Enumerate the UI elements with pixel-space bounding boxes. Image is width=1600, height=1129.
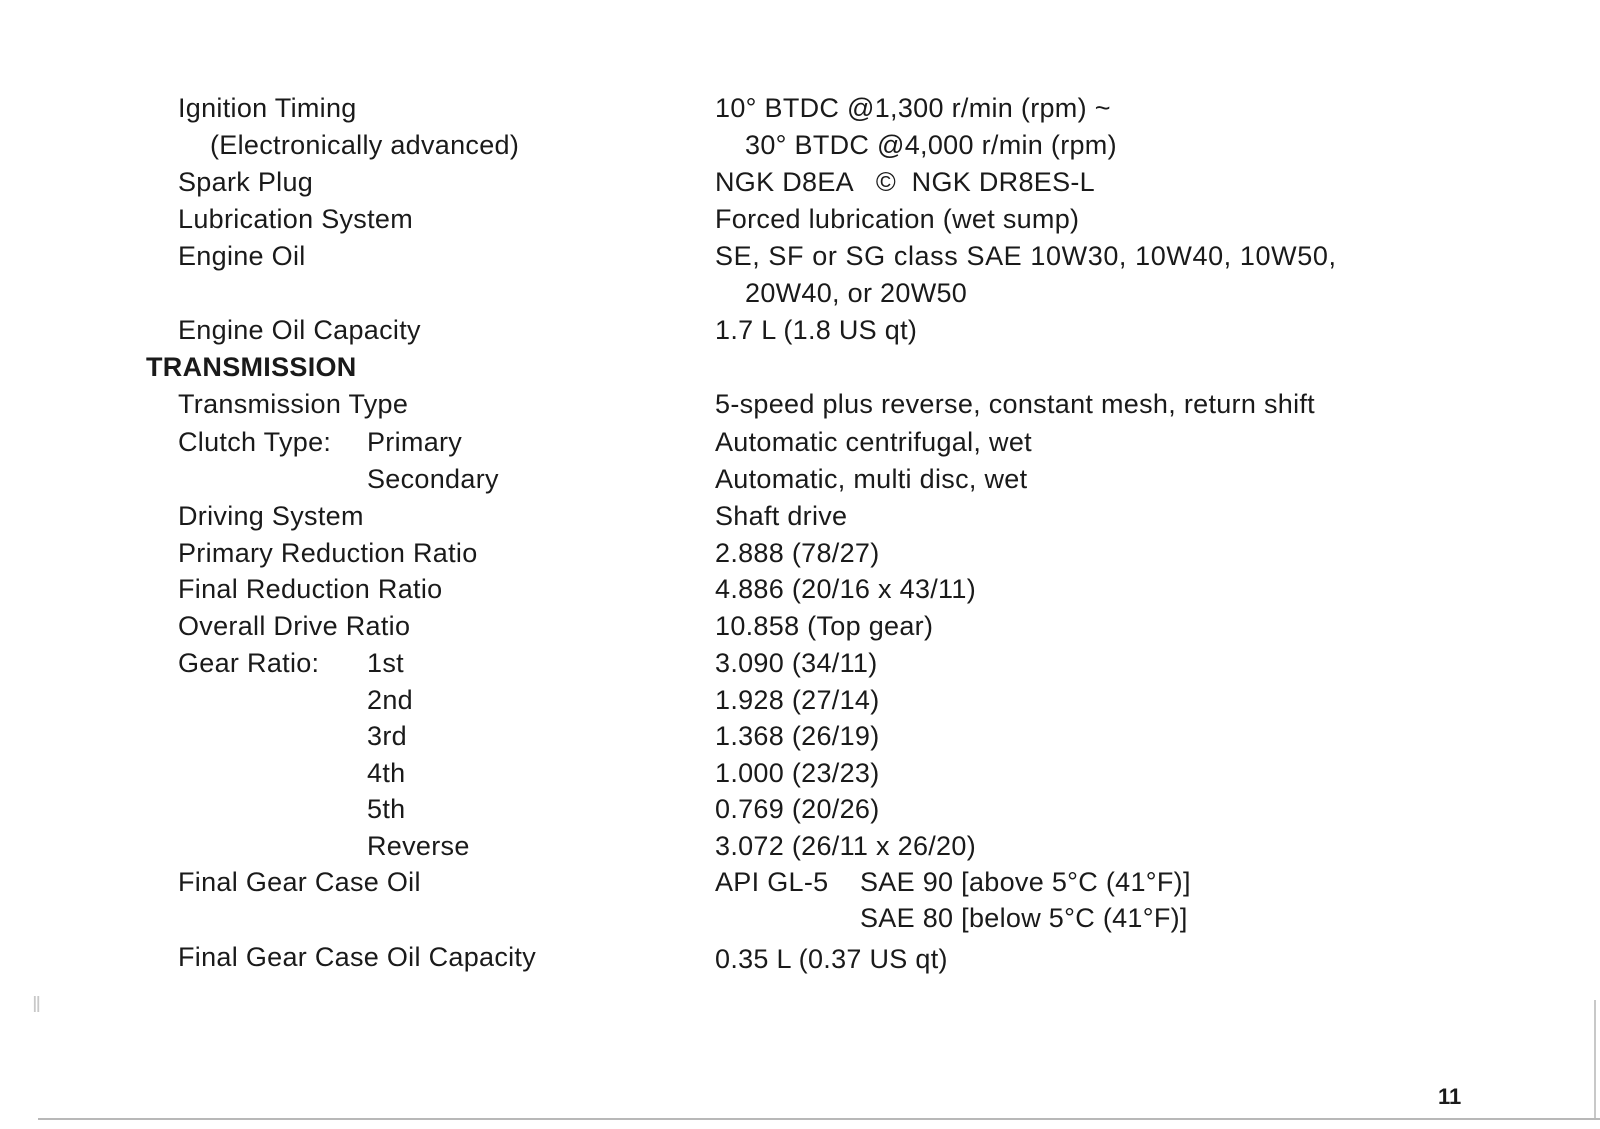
clutch-primary-sublabel: Primary [367, 427, 463, 457]
engine-oil-capacity-value: 1.7 L (1.8 US qt) [715, 315, 918, 345]
gear-3rd-sublabel: 3rd [367, 721, 407, 751]
overall-drive-value: 10.858 (Top gear) [715, 611, 934, 641]
final-reduction-value: 4.886 (20/16 x 43/11) [715, 574, 976, 604]
clutch-primary-value: Automatic centrifugal, wet [715, 427, 1032, 457]
page-edge-rule [1594, 1000, 1596, 1120]
gear-1st-sublabel: 1st [367, 648, 404, 678]
gear-2nd-value: 1.928 (27/14) [715, 685, 880, 715]
engine-oil-value: SE, SF or SG class SAE 10W30, 10W40, 10W50, [715, 241, 1337, 271]
lubrication-system-value: Forced lubrication (wet sump) [715, 204, 1080, 234]
clutch-type-label: Clutch Type: [178, 427, 332, 457]
gear-reverse-sublabel: Reverse [367, 831, 470, 861]
ignition-timing-sublabel: (Electronically advanced) [210, 130, 520, 160]
driving-system-value: Shaft drive [715, 501, 848, 531]
final-gear-oil-label: Final Gear Case Oil [178, 867, 421, 897]
gear-5th-value: 0.769 (20/26) [715, 794, 880, 824]
transmission-heading: TRANSMISSION [146, 352, 357, 382]
gear-4th-sublabel: 4th [367, 758, 406, 788]
final-reduction-label: Final Reduction Ratio [178, 574, 443, 604]
lubrication-system-label: Lubrication System [178, 204, 414, 234]
transmission-type-value: 5-speed plus reverse, constant mesh, return shift [715, 389, 1315, 419]
clutch-secondary-value: Automatic, multi disc, wet [715, 464, 1028, 494]
gear-5th-sublabel: 5th [367, 794, 406, 824]
gear-2nd-sublabel: 2nd [367, 685, 413, 715]
engine-oil-capacity-label: Engine Oil Capacity [178, 315, 421, 345]
gear-ratio-label: Gear Ratio: [178, 648, 320, 678]
final-gear-oil-capacity-label: Final Gear Case Oil Capacity [178, 942, 537, 972]
engine-oil-value-cont: 20W40, or 20W50 [745, 278, 968, 308]
page-bottom-rule [38, 1118, 1600, 1120]
gear-3rd-value: 1.368 (26/19) [715, 721, 880, 751]
driving-system-label: Driving System [178, 501, 364, 531]
spark-plug-label: Spark Plug [178, 167, 314, 197]
ignition-timing-value: 10° BTDC @1,300 r/min (rpm) ~ [715, 93, 1111, 123]
final-gear-oil-spec: API GL-5 [715, 867, 829, 897]
gear-1st-value: 3.090 (34/11) [715, 648, 878, 678]
final-gear-oil-capacity-value: 0.35 L (0.37 US qt) [715, 944, 948, 974]
clutch-secondary-sublabel: Secondary [367, 464, 499, 494]
primary-reduction-value: 2.888 (78/27) [715, 538, 880, 568]
ignition-timing-label: Ignition Timing [178, 93, 357, 123]
engine-oil-label: Engine Oil [178, 241, 306, 271]
page-number: 11 [1438, 1084, 1462, 1109]
gear-4th-value: 1.000 (23/23) [715, 758, 880, 788]
transmission-type-label: Transmission Type [178, 389, 409, 419]
spark-plug-value: NGK D8EA © NGK DR8ES-L [715, 167, 1096, 197]
overall-drive-label: Overall Drive Ratio [178, 611, 411, 641]
gear-reverse-value: 3.072 (26/11 x 26/20) [715, 831, 976, 861]
final-gear-oil-value: SAE 90 [above 5°C (41°F)] [860, 867, 1191, 897]
final-gear-oil-value-cont: SAE 80 [below 5°C (41°F)] [860, 903, 1188, 933]
primary-reduction-label: Primary Reduction Ratio [178, 538, 478, 568]
margin-scan-mark: ǁ [32, 992, 42, 1017]
ignition-timing-value-cont: 30° BTDC @4,000 r/min (rpm) [745, 130, 1117, 160]
